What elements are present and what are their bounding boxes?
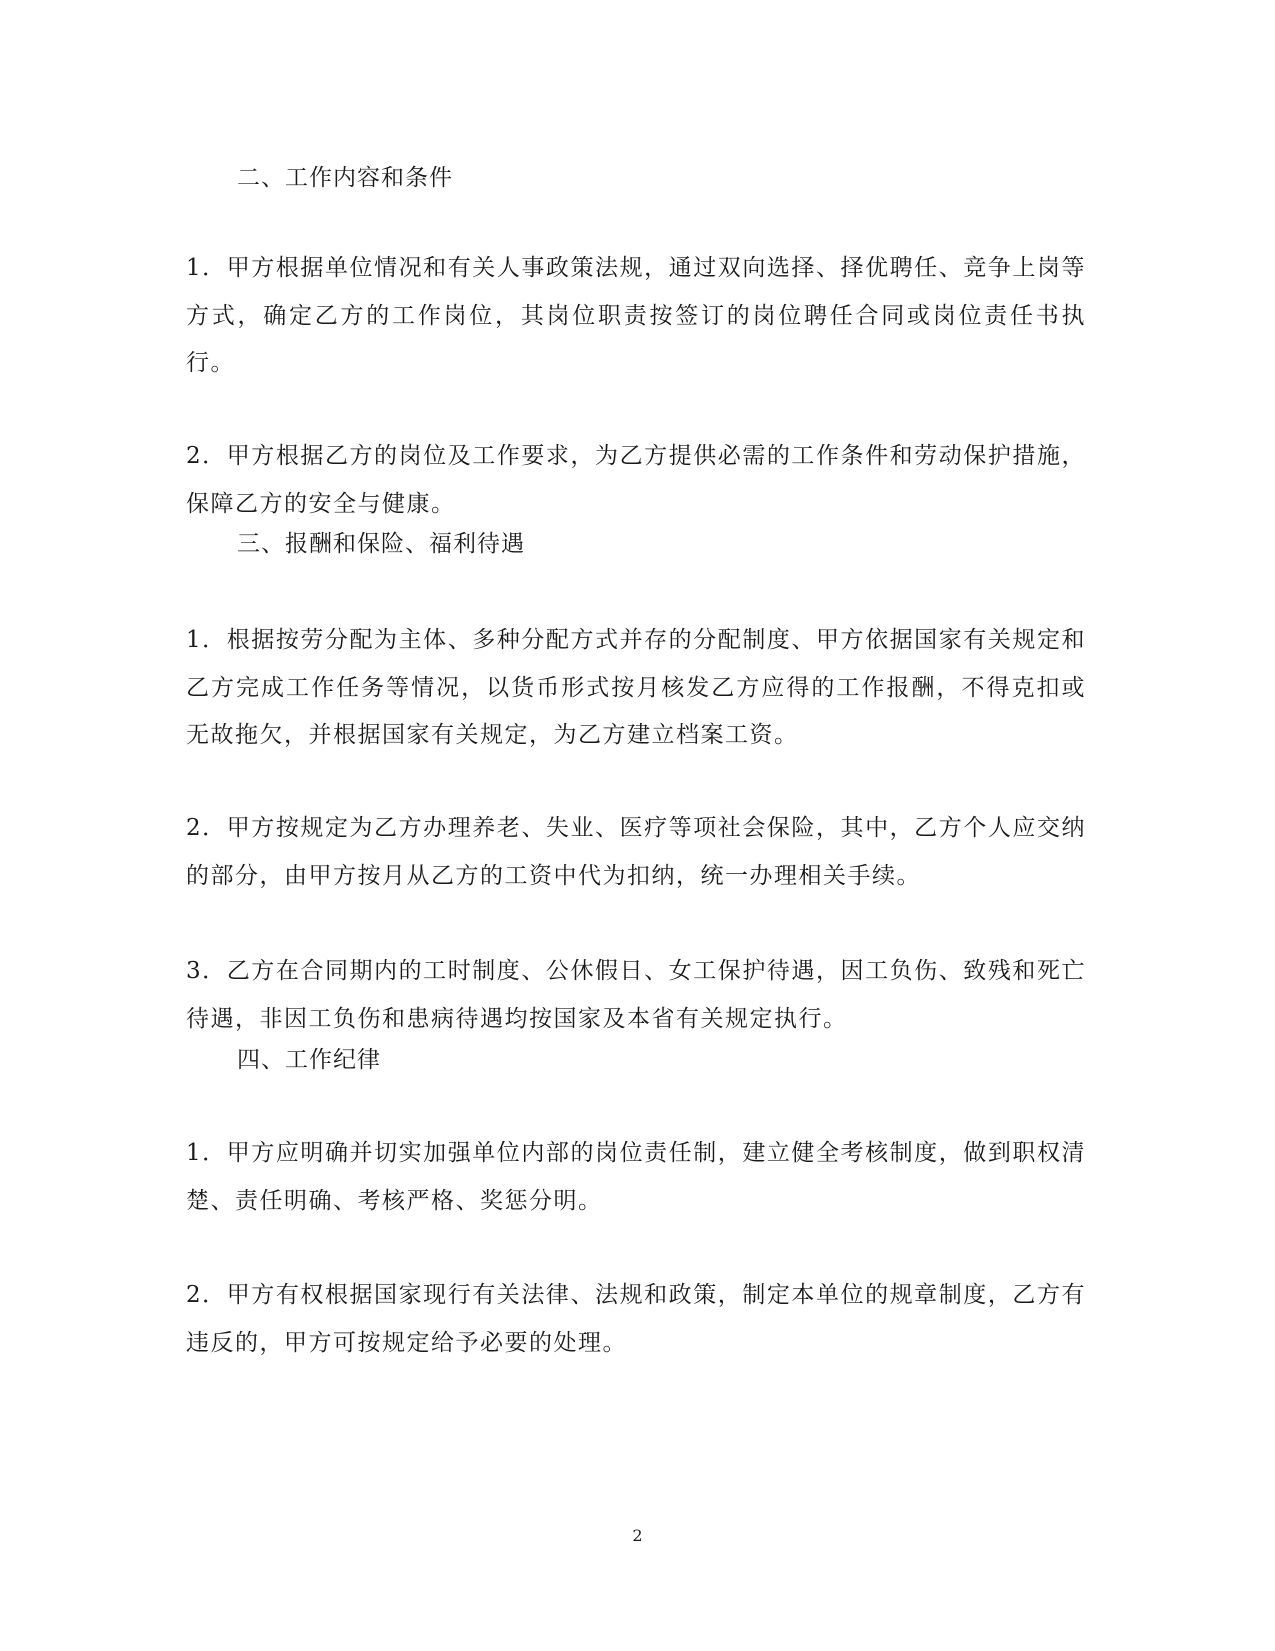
paragraph-work-conditions: 2．甲方根据乙方的岗位及工作要求，为乙方提供必需的工作条件和劳动保护措施，保障乙方的安全与健康。 [186,443,1086,517]
paragraph-salary: 1．根据按劳分配为主体、多种分配方式并存的分配制度、甲方依据国家有关规定和乙方完成工作任务等情况，以货币形式按月核发乙方应得的工作报酬，不得克扣或无故拖欠，并根据国家有关规定，为乙方建立档案工资。 [186,627,1086,748]
paragraph-work-position: 1．甲方根据单位情况和有关人事政策法规，通过双向选择、择优聘任、竞争上岗等方式，确定乙方的工作岗位，其岗位职责按签订的岗位聘任合同或岗位责任书执行。 [186,255,1086,376]
paragraph-social-insurance: 2．甲方按规定为乙方办理养老、失业、医疗等项社会保险，其中，乙方个人应交纳的部分，由甲方按月从乙方的工资中代为扣纳，统一办理相关手续。 [186,815,1086,889]
section-heading-compensation: 三、报酬和保险、福利待遇 [237,531,525,557]
paragraph-rules-regulations: 2．甲方有权根据国家现行有关法律、法规和政策，制定本单位的规章制度，乙方有违反的，甲方可按规定给予必要的处理。 [186,1282,1086,1356]
section-heading-work-content: 二、工作内容和条件 [237,165,453,191]
page-number: 2 [632,1526,643,1545]
paragraph-working-hours: 3．乙方在合同期内的工时制度、公休假日、女工保护待遇，因工负伤、致残和死亡待遇，非因工负伤和患病待遇均按国家及本省有关规定执行。 [186,958,1086,1032]
paragraph-responsibility-system: 1．甲方应明确并切实加强单位内部的岗位责任制，建立健全考核制度，做到职权清楚、责任明确、考核严格、奖惩分明。 [186,1140,1086,1214]
section-heading-discipline: 四、工作纪律 [237,1047,381,1073]
